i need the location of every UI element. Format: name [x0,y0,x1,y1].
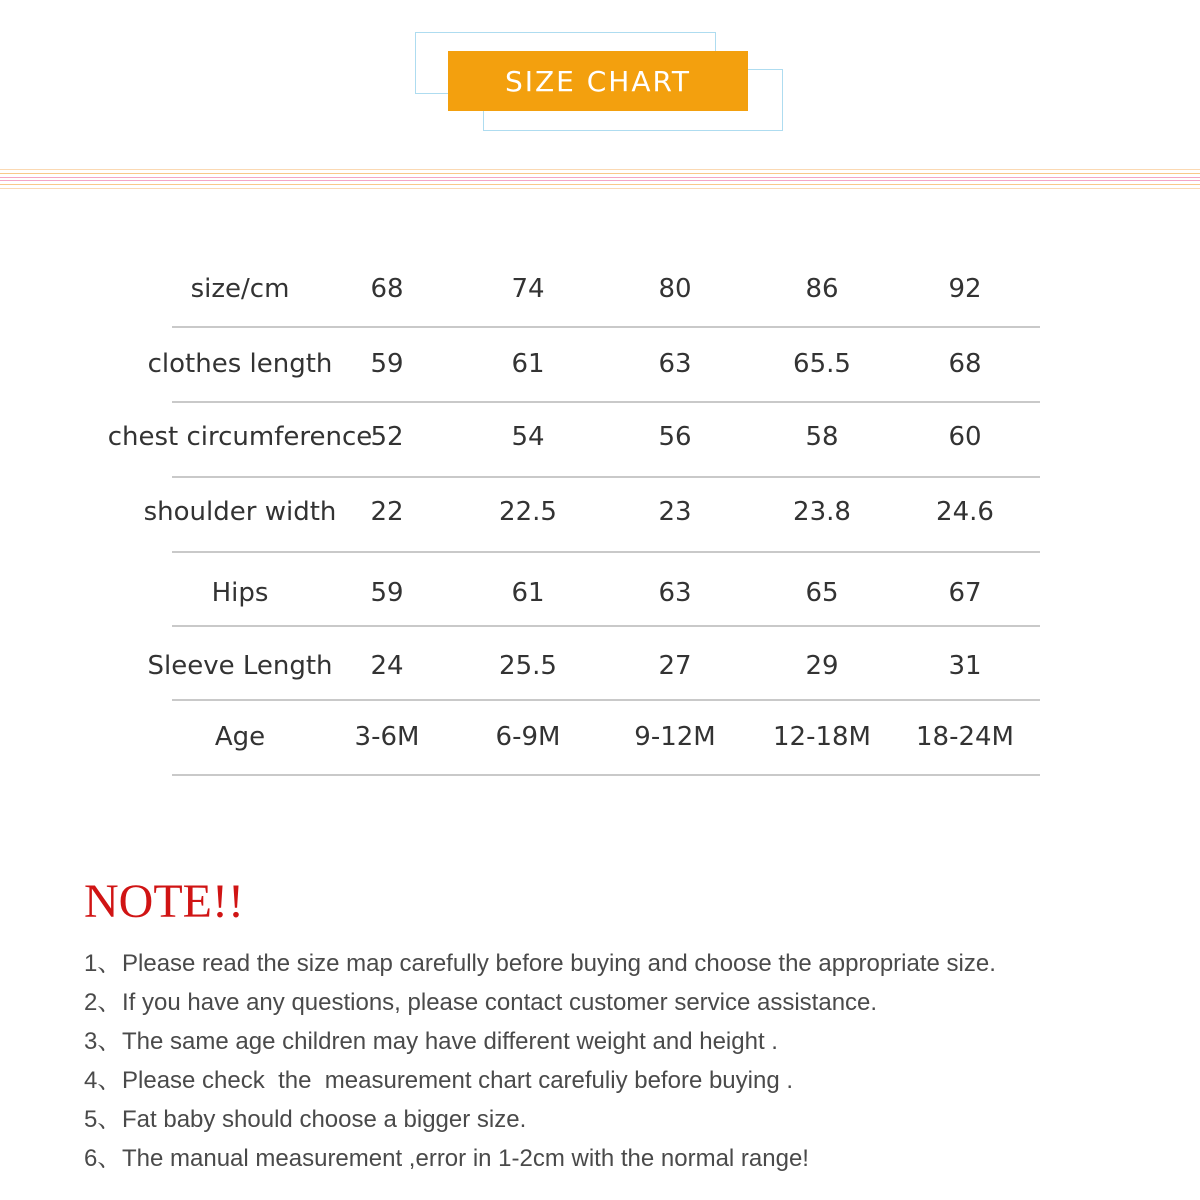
table-cell: 24 [370,651,404,681]
decorative-stripes [0,169,1200,189]
table-cell: 68 [948,349,982,379]
size-chart-title: SIZE CHART [448,51,748,111]
note-text: If you have any questions, please contact customer service assistance. [122,989,878,1016]
note-text: The manual measurement ,error in 1-2cm with the normal range! [122,1145,809,1172]
table-cell: 59 [370,349,404,379]
row-divider [172,699,1040,701]
note-number: 3、 [84,1028,122,1055]
note-title: NOTE!! [84,875,244,928]
table-row [0,417,1200,457]
table-cell: 29 [805,651,839,681]
row-label: size/cm [190,274,290,304]
row-label: Hips [211,578,269,608]
table-cell: 92 [948,274,982,304]
table-cell: 23 [658,497,692,527]
table-cell: 74 [511,274,545,304]
note-item [84,1025,996,1064]
note-text: The same age children may have different weight and height . [122,1028,778,1055]
table-cell: 65 [805,578,839,608]
note-number: 1、 [84,950,122,977]
note-item [84,986,996,1025]
table-cell: 54 [511,422,545,452]
note-text: Please read the size map carefully before buying and choose the appropriate size. [122,950,996,977]
row-label: shoulder width [143,497,337,527]
table-cell: 22.5 [499,497,557,527]
table-cell: 6-9M [495,722,561,752]
table-row [0,717,1200,757]
table-cell: 63 [658,349,692,379]
table-row [0,492,1200,532]
note-item [84,1103,996,1142]
table-cell: 56 [658,422,692,452]
table-cell: 58 [805,422,839,452]
table-row [0,344,1200,384]
row-label: Age [214,722,266,752]
table-cell: 27 [658,651,692,681]
table-cell: 61 [511,578,545,608]
table-cell: 68 [370,274,404,304]
note-item [84,1064,996,1103]
table-cell: 52 [370,422,404,452]
row-divider [172,774,1040,776]
table-cell: 22 [370,497,404,527]
table-cell: 12-18M [773,722,871,752]
table-cell: 86 [805,274,839,304]
table-cell: 60 [948,422,982,452]
table-cell: 80 [658,274,692,304]
table-cell: 31 [948,651,982,681]
note-number: 2、 [84,989,122,1016]
table-cell: 61 [511,349,545,379]
note-item [84,947,996,986]
table-cell: 9-12M [634,722,716,752]
table-cell: 3-6M [354,722,420,752]
table-cell: 24.6 [936,497,994,527]
note-item [84,1142,996,1181]
table-row [0,269,1200,309]
row-label: clothes length [147,349,333,379]
table-cell: 65.5 [793,349,851,379]
table-cell: 23.8 [793,497,851,527]
note-text: Fat baby should choose a bigger size. [122,1106,527,1133]
table-cell: 25.5 [499,651,557,681]
table-row [0,573,1200,613]
table-cell: 67 [948,578,982,608]
note-list [84,947,996,1181]
note-number: 4、 [84,1067,122,1094]
row-divider [172,401,1040,403]
table-row [0,646,1200,686]
note-text: Please check the measurement chart carefuliy before buying . [122,1067,794,1094]
row-label: chest circumference [107,422,373,452]
row-divider [172,476,1040,478]
table-cell: 59 [370,578,404,608]
table-cell: 18-24M [916,722,1014,752]
row-label: Sleeve Length [147,651,333,681]
table-cell: 63 [658,578,692,608]
note-number: 6、 [84,1145,122,1172]
row-divider [172,625,1040,627]
note-number: 5、 [84,1106,122,1133]
row-divider [172,551,1040,553]
row-divider [172,326,1040,328]
